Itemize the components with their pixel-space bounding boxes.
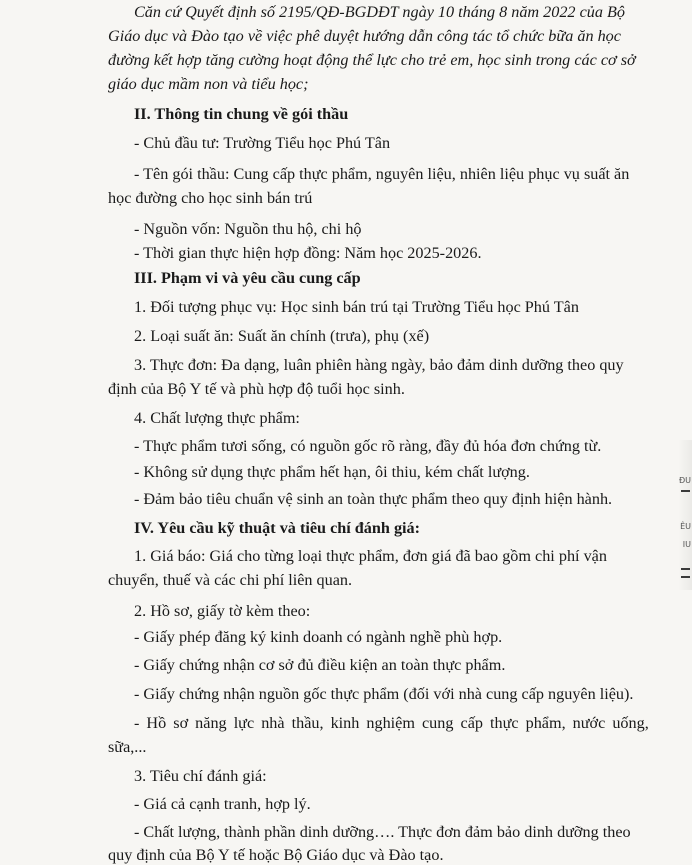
section-3-item-3-line-1: 3. Thực đơn: Đa dạng, luân phiên hàng ngày, bảo đảm dinh dưỡng theo quy xyxy=(134,356,624,374)
legal-basis-line-2: Giáo dục và Đào tạo về việc phê duyệt hướng dẫn công tác tổ chức bữa ăn học xyxy=(108,27,621,45)
section-3-item-1: 1. Đối tượng phục vụ: Học sinh bán trú tại Trường Tiểu học Phú Tân xyxy=(134,298,579,316)
criteria-bullet-2-line-1: - Chất lượng, thành phần dinh dưỡng…. Thực đơn đảm bảo dinh dưỡng theo xyxy=(134,823,631,841)
legal-basis-line-3: đường kết hợp tăng cường hoạt động thể lực cho trẻ em, học sinh trong các cơ sở xyxy=(108,51,636,69)
legal-basis-line-1: Căn cứ Quyết định số 2195/QĐ-BGDĐT ngày 10 tháng 8 năm 2022 của Bộ xyxy=(134,3,625,21)
investor-line: - Chủ đầu tư: Trường Tiểu học Phú Tân xyxy=(134,134,391,152)
documents-bullet-2: - Giấy chứng nhận cơ sở đủ điều kiện an toàn thực phẩm. xyxy=(134,656,506,674)
edge-rule-2 xyxy=(681,568,690,570)
section-3-item-3-line-2: định của Bộ Y tế và phù hợp độ tuổi học sinh. xyxy=(108,380,405,398)
criteria-bullet-2-line-2: quy định của Bộ Y tế hoặc Bộ Giáo dục và Đào tạo. xyxy=(108,846,444,864)
food-quality-bullet-2: - Không sử dụng thực phẩm hết hạn, ôi thiu, kém chất lượng. xyxy=(134,463,530,481)
section-4-item-3: 3. Tiêu chí đánh giá: xyxy=(134,767,267,785)
documents-bullet-4-line-1: - Hồ sơ năng lực nhà thầu, kinh nghiệm cung cấp thực phẩm, nước uống, xyxy=(134,714,649,732)
food-quality-bullet-1: - Thực phẩm tươi sống, có nguồn gốc rõ ràng, đầy đủ hóa đơn chứng từ. xyxy=(134,437,602,455)
page-edge-shadow xyxy=(678,440,692,590)
section-4-item-1-line-1: 1. Giá báo: Giá cho từng loại thực phẩm, đơn giá đã bao gồm chi phí vận xyxy=(134,547,607,565)
legal-basis-line-4: giáo dục mầm non và tiểu học; xyxy=(108,75,309,93)
edge-mark-1: ĐU xyxy=(678,476,691,485)
duration-line: - Thời gian thực hiện hợp đồng: Năm học 2025-2026. xyxy=(134,244,482,262)
documents-bullet-3: - Giấy chứng nhận nguồn gốc thực phẩm (đối với nhà cung cấp nguyên liệu). xyxy=(134,685,634,703)
package-name-line-1: - Tên gói thầu: Cung cấp thực phẩm, nguyên liệu, nhiên liệu phục vụ suất ăn xyxy=(134,165,630,183)
funding-line: - Nguồn vốn: Nguồn thu hộ, chi hộ xyxy=(134,220,362,238)
section-4-item-2: 2. Hồ sơ, giấy tờ kèm theo: xyxy=(134,602,311,620)
section-3-item-4: 4. Chất lượng thực phẩm: xyxy=(134,409,300,427)
section-4-heading: IV. Yêu cầu kỹ thuật và tiêu chí đánh giá: xyxy=(134,519,421,537)
section-3-heading: III. Phạm vi và yêu cầu cung cấp xyxy=(134,269,361,287)
documents-bullet-4-line-2: sữa,... xyxy=(108,738,147,756)
edge-mark-2: ÊU xyxy=(680,522,691,531)
section-2-heading: II. Thông tin chung về gói thầu xyxy=(134,105,349,123)
edge-mark-3: IU xyxy=(682,540,691,549)
edge-rule-1 xyxy=(681,490,690,492)
section-4-item-1-line-2: chuyển, thuế và các chi phí liên quan. xyxy=(108,571,353,589)
edge-rule-3 xyxy=(681,576,690,578)
documents-bullet-1: - Giấy phép đăng ký kinh doanh có ngành nghề phù hợp. xyxy=(134,628,503,646)
section-3-item-2: 2. Loại suất ăn: Suất ăn chính (trưa), phụ (xế) xyxy=(134,327,430,345)
package-name-line-2: học đường cho học sinh bán trú xyxy=(108,189,313,207)
criteria-bullet-1: - Giá cả cạnh tranh, hợp lý. xyxy=(134,795,311,813)
food-quality-bullet-3: - Đảm bảo tiêu chuẩn vệ sinh an toàn thực phẩm theo quy định hiện hành. xyxy=(134,490,613,508)
